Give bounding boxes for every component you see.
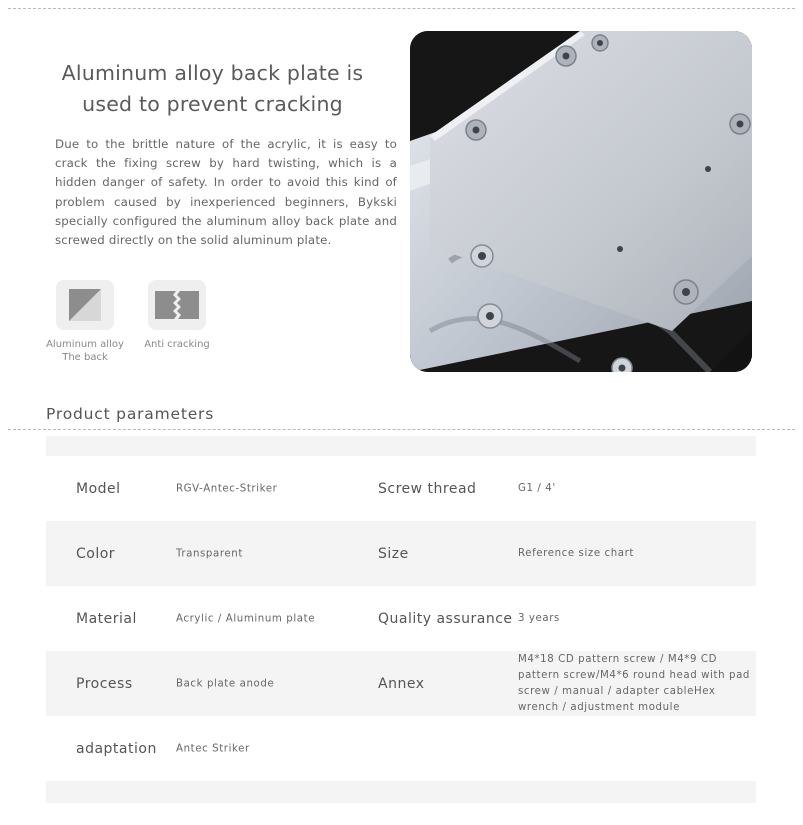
- param-value: Transparent: [176, 548, 243, 559]
- param-key: Screw thread: [378, 480, 477, 497]
- param-value: Acrylic / Aluminum plate: [176, 613, 316, 624]
- anti-cracking-icon: [148, 280, 206, 330]
- table-row: [46, 521, 756, 586]
- param-key: Material: [76, 610, 137, 627]
- section-heading: [40, 58, 385, 120]
- param-key: Size: [378, 545, 409, 562]
- table-row: [46, 586, 756, 651]
- table-spacer-top: [46, 436, 756, 456]
- intro-paragraph: Due to the brittle nature of the acrylic, it is easy to crack the fixing screw by hard twisting, which is a hidden danger of safety. In order to avoid this kind of problem caused by inexperienced beginners, Bykski specially configured the aluminum alloy back plate and screwed directly on the solid aluminum plate.: [55, 137, 397, 248]
- param-key: Model: [76, 480, 121, 497]
- param-value: RGV-Antec-Striker: [176, 483, 278, 494]
- param-key: Annex: [378, 675, 425, 692]
- param-key: Color: [76, 545, 116, 562]
- feature-aluminum-alloy: [40, 280, 130, 364]
- feature-anti-cracking: [132, 280, 222, 351]
- param-key: Process: [76, 675, 133, 692]
- params-table: [46, 436, 756, 803]
- top-divider: [8, 8, 795, 9]
- table-row: [46, 716, 756, 781]
- param-value: M4*18 CD pattern screw / M4*9 CD pattern screw/M4*6 round head with pad screw / manual / adapter cableHex wrench / adjustment module: [518, 653, 750, 713]
- heading-line-1: Aluminum alloy back plate is: [61, 61, 364, 85]
- table-row: [46, 651, 756, 716]
- feature-label-line-2: The back: [62, 352, 108, 363]
- param-key: Quality assurance: [378, 610, 513, 627]
- heading-line-2: used to prevent cracking: [82, 92, 343, 116]
- feature-label: Anti cracking: [144, 339, 210, 350]
- table-spacer-bottom: [46, 781, 756, 803]
- param-value: G1 / 4': [518, 482, 556, 494]
- param-value: Reference size chart: [518, 547, 635, 559]
- params-divider: [8, 429, 795, 430]
- param-value: 3 years: [518, 612, 560, 624]
- feature-label-line-1: Aluminum alloy: [46, 339, 124, 350]
- param-value: Back plate anode: [176, 678, 275, 689]
- param-value: Antec Striker: [176, 743, 250, 754]
- params-title: Product parameters: [46, 405, 215, 423]
- aluminum-alloy-icon: [56, 280, 114, 330]
- table-row: [46, 456, 756, 521]
- product-photo: [410, 31, 752, 372]
- param-key: adaptation: [76, 740, 157, 757]
